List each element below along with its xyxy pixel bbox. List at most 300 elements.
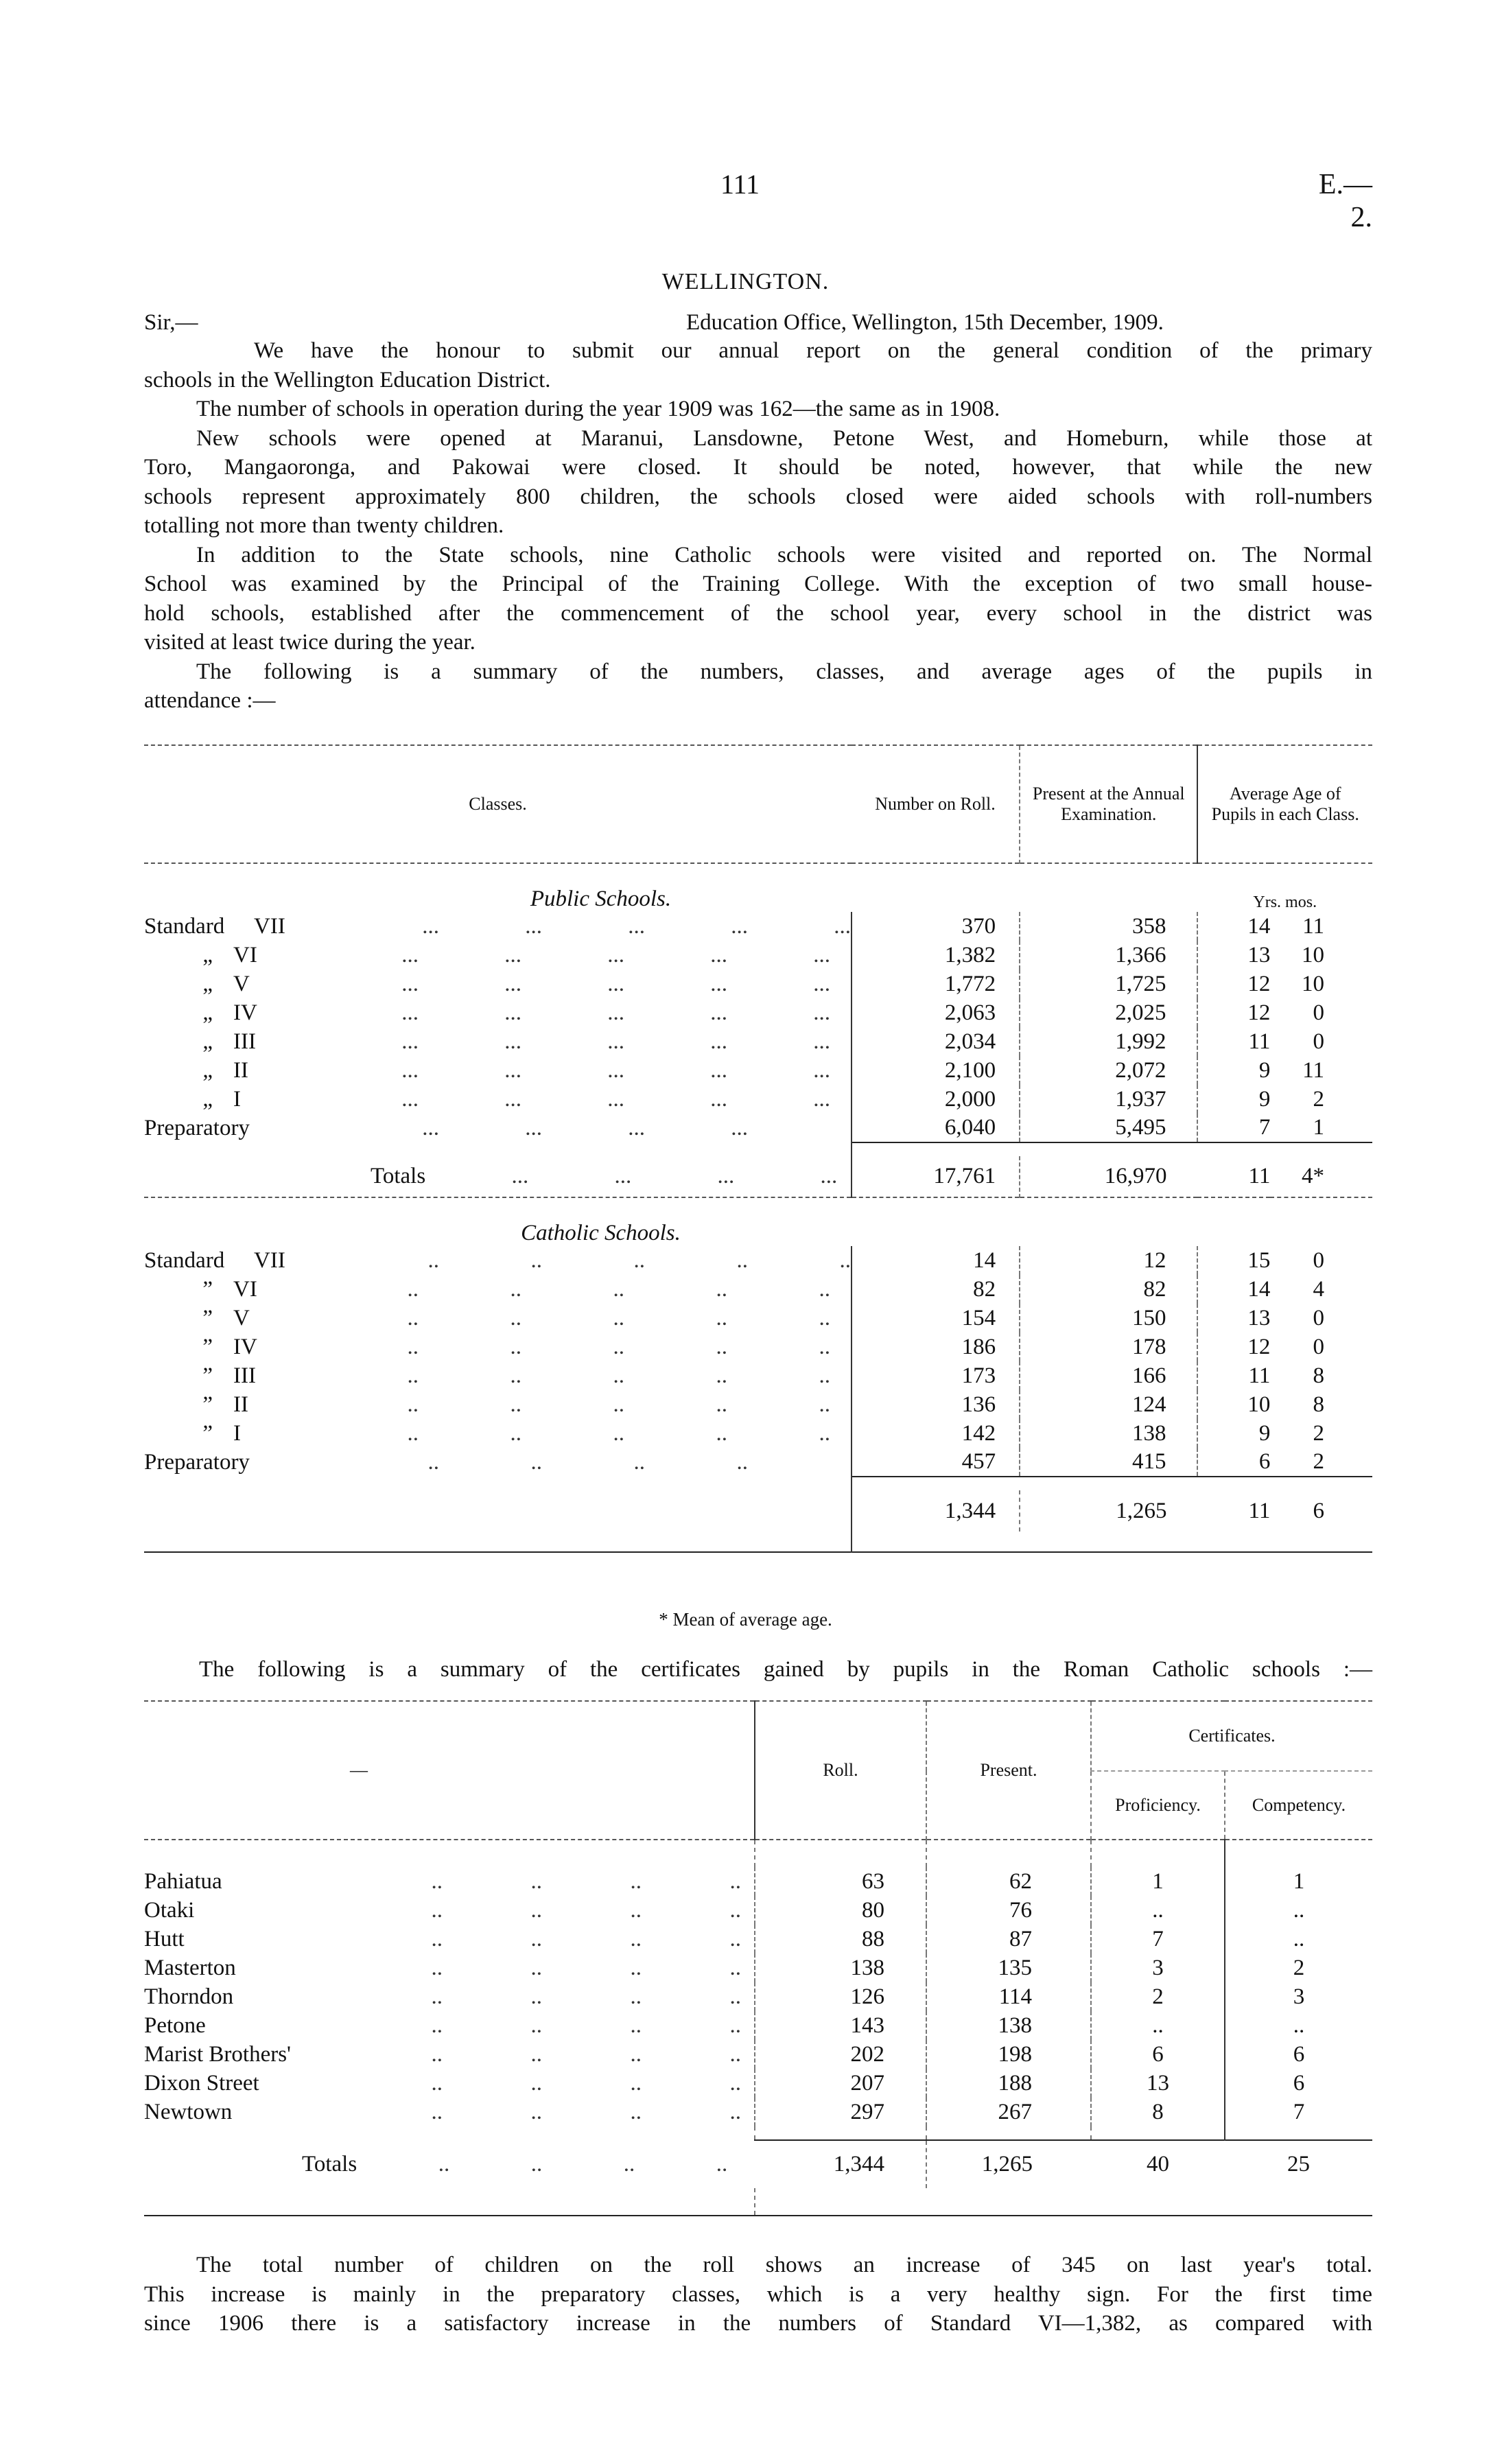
dot-leader: .. bbox=[431, 1868, 443, 1894]
age-months-cell: 8 bbox=[1313, 1392, 1324, 1417]
table-row bbox=[144, 1448, 1372, 1477]
dot-leader: .. bbox=[431, 2013, 443, 2038]
age-years-cell: 12 bbox=[1197, 998, 1270, 1027]
class-numeral: V bbox=[233, 1305, 250, 1330]
dot-leader: .. bbox=[613, 1334, 624, 1359]
dot-leader: .. bbox=[510, 1420, 521, 1446]
age-months-cell: 0 bbox=[1313, 1334, 1324, 1359]
proficiency-cell: 13 bbox=[1091, 2069, 1225, 2098]
dot-leader: ... bbox=[607, 942, 624, 967]
total-proficiency: 40 bbox=[1091, 2140, 1225, 2188]
dot-leader: .. bbox=[431, 1955, 443, 1980]
age-months-cell: 2 bbox=[1313, 1086, 1324, 1112]
closing-paragraph bbox=[144, 2251, 1372, 2338]
text-line: The total number of children on the roll shows an increase of 345 on last year's total. bbox=[196, 2253, 1372, 2277]
dot-leader: .. bbox=[427, 1449, 439, 1475]
table-row bbox=[144, 2040, 1372, 2069]
total-present: 1,265 bbox=[1020, 1490, 1197, 1532]
ditto-mark: ” bbox=[202, 1363, 213, 1388]
table-row bbox=[144, 1114, 1372, 1142]
text-line: In addition to the State schools, nine Catholic schools were visited and reported on. The Normal bbox=[196, 542, 1372, 567]
dot-leader: ... bbox=[628, 913, 645, 939]
roll-cell: 88 bbox=[755, 1925, 926, 1953]
dot-leader: .. bbox=[510, 1305, 521, 1330]
dot-leader: .. bbox=[819, 1363, 830, 1388]
roll-cell: 2,100 bbox=[852, 1056, 1020, 1085]
competency-cell: 6 bbox=[1225, 2069, 1372, 2098]
dot-leader: ... bbox=[422, 1115, 439, 1140]
public-schools-heading-row bbox=[144, 863, 1372, 912]
dot-leader: .. bbox=[407, 1392, 419, 1417]
table-row bbox=[144, 1056, 1372, 1085]
table-row bbox=[144, 2098, 1372, 2126]
dot-leader: .. bbox=[716, 1305, 727, 1330]
dot-leader: .. bbox=[530, 2151, 543, 2176]
table-row bbox=[144, 970, 1372, 998]
dot-leader: .. bbox=[630, 2099, 642, 2124]
dot-leader: .. bbox=[623, 2151, 635, 2176]
dot-leader: ... bbox=[813, 1000, 830, 1025]
dot-leader: ... bbox=[504, 942, 521, 967]
table-bottom-rule bbox=[144, 1552, 1372, 1553]
dot-leader: ... bbox=[525, 913, 542, 939]
roll-cell: 63 bbox=[755, 1867, 926, 1896]
class-numeral: I bbox=[233, 1086, 241, 1112]
dot-leader: ... bbox=[834, 913, 851, 939]
dot-leader: .. bbox=[729, 1955, 741, 1980]
document-code: E.—2. bbox=[1318, 169, 1372, 233]
dot-leader: .. bbox=[819, 1392, 830, 1417]
present-cell: 358 bbox=[1020, 912, 1197, 941]
ditto-mark: „ bbox=[202, 1057, 213, 1083]
dot-leader: ... bbox=[717, 1164, 735, 1188]
dot-leader: .. bbox=[530, 1449, 542, 1475]
dot-leader: ... bbox=[504, 971, 521, 996]
class-prefix: Standard bbox=[144, 913, 225, 939]
roll-cell: 370 bbox=[852, 912, 1020, 941]
header-name: — bbox=[144, 1701, 755, 1840]
class-numeral: VII bbox=[254, 913, 285, 939]
total-age-years: 11 bbox=[1248, 1164, 1271, 1188]
dot-leader: ... bbox=[401, 971, 419, 996]
age-months-cell: 0 bbox=[1313, 1247, 1324, 1273]
header-roll: Number on Roll. bbox=[852, 745, 1020, 863]
present-cell: 87 bbox=[926, 1925, 1091, 1953]
dot-leader: .. bbox=[510, 1334, 521, 1359]
age-months-cell: 11 bbox=[1302, 913, 1324, 939]
dot-leader: .. bbox=[530, 2041, 542, 2067]
dot-leader: .. bbox=[613, 1392, 624, 1417]
total-age-years: 11 bbox=[1248, 1498, 1271, 1523]
present-cell: 124 bbox=[1020, 1390, 1197, 1419]
present-cell: 267 bbox=[926, 2098, 1091, 2126]
table-header-row bbox=[144, 745, 1372, 863]
roll-cell: 143 bbox=[755, 2011, 926, 2040]
table-row bbox=[144, 1982, 1372, 2011]
ditto-mark: „ bbox=[202, 1086, 213, 1112]
dot-leader: .. bbox=[729, 1868, 741, 1894]
table-row bbox=[144, 1419, 1372, 1448]
dot-leader: ... bbox=[710, 1000, 727, 1025]
dot-leader: ... bbox=[607, 1086, 624, 1112]
table-row bbox=[144, 1304, 1372, 1333]
text-line: attendance :— bbox=[144, 688, 276, 713]
total-roll: 1,344 bbox=[755, 2140, 926, 2188]
text-line: schools in the Wellington Education District. bbox=[144, 367, 551, 392]
school-name: Pahiatua bbox=[144, 1868, 222, 1894]
ditto-mark: „ bbox=[202, 1000, 213, 1025]
certificates-table bbox=[144, 1700, 1372, 2216]
dot-leader: .. bbox=[729, 2070, 741, 2096]
present-cell: 135 bbox=[926, 1953, 1091, 1982]
dot-leader: .. bbox=[431, 1984, 443, 2009]
dot-leader: ... bbox=[607, 1029, 624, 1054]
school-name: Marist Brothers' bbox=[144, 2041, 292, 2067]
dot-leader: .. bbox=[729, 2013, 741, 2038]
dot-leader: .. bbox=[736, 1449, 748, 1475]
proficiency-cell: 2 bbox=[1091, 1982, 1225, 2011]
roll-cell: 6,040 bbox=[852, 1114, 1020, 1142]
text-line: schools represent approximately 800 children, the schools closed were aided schools with roll-numbers bbox=[144, 484, 1372, 509]
age-years-cell: 12 bbox=[1197, 1333, 1270, 1361]
header-present: Present at the Annual Examination. bbox=[1020, 745, 1197, 863]
dot-leader: ... bbox=[504, 1057, 521, 1083]
class-numeral: III bbox=[233, 1029, 256, 1054]
class-prefix: Preparatory bbox=[144, 1449, 250, 1475]
totals-row bbox=[144, 2140, 1372, 2188]
catholic-schools-title: Catholic Schools. bbox=[144, 1197, 852, 1246]
header-present: Present. bbox=[926, 1701, 1091, 1840]
dot-leader: .. bbox=[630, 1926, 642, 1951]
present-cell: 138 bbox=[926, 2011, 1091, 2040]
dot-leader: ... bbox=[422, 913, 439, 939]
dot-leader: .. bbox=[819, 1305, 830, 1330]
roll-cell: 138 bbox=[755, 1953, 926, 1982]
roll-cell: 297 bbox=[755, 2098, 926, 2126]
dot-leader: ... bbox=[401, 942, 419, 967]
class-prefix: Standard bbox=[144, 1247, 225, 1273]
age-years-cell: 14 bbox=[1197, 1275, 1270, 1304]
dot-leader: .. bbox=[819, 1276, 830, 1302]
school-name: Otaki bbox=[144, 1897, 195, 1923]
roll-cell: 2,034 bbox=[852, 1027, 1020, 1056]
dot-leader: .. bbox=[729, 1926, 741, 1951]
dot-leader: .. bbox=[530, 1955, 542, 1980]
dot-leader: .. bbox=[630, 1868, 642, 1894]
age-years-cell: 13 bbox=[1197, 941, 1270, 970]
certificates-intro: The following is a summary of the certificates gained by pupils in the Roman Catholic schools :— bbox=[199, 1657, 1372, 1682]
dot-leader: .. bbox=[431, 1897, 443, 1923]
dot-leader: ... bbox=[710, 942, 727, 967]
catholic-schools-heading-row bbox=[144, 1197, 1372, 1246]
proficiency-cell: .. bbox=[1091, 1896, 1225, 1925]
proficiency-cell: 3 bbox=[1091, 1953, 1225, 1982]
text-line: We have the honour to submit our annual report on the general condition of the primary bbox=[254, 338, 1372, 363]
dot-leader: .. bbox=[613, 1363, 624, 1388]
table-row bbox=[144, 1027, 1372, 1056]
dot-leader: ... bbox=[710, 1057, 727, 1083]
dot-leader: ... bbox=[731, 1115, 748, 1140]
dot-leader: .. bbox=[407, 1305, 419, 1330]
totals-row bbox=[144, 1490, 1372, 1532]
age-years-cell: 11 bbox=[1197, 1361, 1270, 1390]
age-years-cell: 10 bbox=[1197, 1390, 1270, 1419]
present-cell: 178 bbox=[1020, 1333, 1197, 1361]
age-years-cell: 12 bbox=[1197, 970, 1270, 998]
dot-leader: ... bbox=[710, 1029, 727, 1054]
text-line: School was examined by the Principal of the Training College. With the exception of two small house- bbox=[144, 572, 1372, 596]
class-numeral: IV bbox=[233, 1334, 257, 1359]
dot-leader: ... bbox=[504, 1086, 521, 1112]
proficiency-cell: 1 bbox=[1091, 1867, 1225, 1896]
dot-leader: ... bbox=[607, 1000, 624, 1025]
competency-cell: .. bbox=[1225, 1896, 1372, 1925]
dot-leader: .. bbox=[510, 1392, 521, 1417]
present-cell: 150 bbox=[1020, 1304, 1197, 1333]
table-row bbox=[144, 1896, 1372, 1925]
table-row bbox=[144, 912, 1372, 941]
dot-leader: ... bbox=[525, 1115, 542, 1140]
dot-leader: .. bbox=[729, 2041, 741, 2067]
class-numeral: VI bbox=[233, 942, 257, 967]
competency-cell: 3 bbox=[1225, 1982, 1372, 2011]
age-years-cell: 11 bbox=[1197, 1027, 1270, 1056]
age-months-cell: 8 bbox=[1313, 1363, 1324, 1388]
roll-cell: 2,000 bbox=[852, 1085, 1020, 1114]
dot-leader: .. bbox=[633, 1247, 645, 1273]
dot-leader: .. bbox=[729, 1897, 741, 1923]
age-years-cell: 15 bbox=[1197, 1246, 1270, 1275]
dot-leader: .. bbox=[407, 1420, 419, 1446]
table-row bbox=[144, 1925, 1372, 1953]
dot-leader: .. bbox=[431, 2070, 443, 2096]
competency-cell: .. bbox=[1225, 1925, 1372, 1953]
dot-leader: .. bbox=[530, 2013, 542, 2038]
age-years-cell: 6 bbox=[1197, 1448, 1270, 1477]
dot-leader: .. bbox=[530, 2070, 542, 2096]
dot-leader: ... bbox=[607, 1057, 624, 1083]
age-months-cell: 10 bbox=[1302, 971, 1324, 996]
class-numeral: II bbox=[233, 1392, 248, 1417]
age-months-cell: 0 bbox=[1313, 1000, 1324, 1025]
ditto-mark: ” bbox=[202, 1392, 213, 1417]
page-number: 111 bbox=[720, 169, 760, 200]
age-months-cell: 4 bbox=[1313, 1276, 1324, 1302]
school-name: Petone bbox=[144, 2013, 206, 2038]
present-cell: 1,725 bbox=[1020, 970, 1197, 998]
attendance-summary-table bbox=[144, 744, 1372, 1553]
dot-leader: ... bbox=[628, 1115, 645, 1140]
salutation: Sir,— bbox=[144, 310, 198, 335]
dot-leader: .. bbox=[630, 2041, 642, 2067]
proficiency-cell: 8 bbox=[1091, 2098, 1225, 2126]
text-line: Toro, Mangaoronga, and Pakowai were closed. It should be noted, however, that while the new bbox=[144, 455, 1372, 480]
dot-leader: .. bbox=[530, 1926, 542, 1951]
dot-leader: .. bbox=[633, 1449, 645, 1475]
competency-cell: 1 bbox=[1225, 1867, 1372, 1896]
present-cell: 76 bbox=[926, 1896, 1091, 1925]
text-line: since 1906 there is a satisfactory increase in the numbers of Standard VI—1,382, as compared with bbox=[144, 2311, 1372, 2336]
roll-cell: 126 bbox=[755, 1982, 926, 2011]
dot-leader: .. bbox=[716, 1334, 727, 1359]
roll-cell: 186 bbox=[852, 1333, 1020, 1361]
public-schools-title: Public Schools. bbox=[144, 863, 852, 912]
class-numeral: IV bbox=[233, 1000, 257, 1025]
table-row bbox=[144, 1246, 1372, 1275]
age-years-cell: 9 bbox=[1197, 1056, 1270, 1085]
total-age-months: 6 bbox=[1313, 1498, 1324, 1523]
ditto-mark: ” bbox=[202, 1276, 213, 1302]
dot-leader: .. bbox=[630, 1984, 642, 2009]
dot-leader: ... bbox=[813, 1086, 830, 1112]
age-months-cell: 0 bbox=[1313, 1029, 1324, 1054]
dot-leader: .. bbox=[716, 1392, 727, 1417]
dot-leader: .. bbox=[510, 1363, 521, 1388]
class-numeral: I bbox=[233, 1420, 241, 1446]
proficiency-cell: 7 bbox=[1091, 1925, 1225, 1953]
class-numeral: V bbox=[233, 971, 250, 996]
proficiency-cell: 6 bbox=[1091, 2040, 1225, 2069]
dot-leader: .. bbox=[431, 1926, 443, 1951]
intro-paragraphs bbox=[144, 336, 1372, 716]
age-months-cell: 11 bbox=[1302, 1057, 1324, 1083]
dot-leader: .. bbox=[729, 2099, 741, 2124]
ditto-mark: ” bbox=[202, 1305, 213, 1330]
proficiency-cell: .. bbox=[1091, 2011, 1225, 2040]
dot-leader: .. bbox=[438, 2151, 450, 2176]
totals-label: Totals bbox=[371, 1164, 426, 1188]
table-row bbox=[144, 2011, 1372, 2040]
roll-cell: 1,382 bbox=[852, 941, 1020, 970]
present-cell: 188 bbox=[926, 2069, 1091, 2098]
text-line: This increase is mainly in the preparatory classes, which is a very healthy sign. For the first time bbox=[144, 2281, 1372, 2307]
dot-leader: ... bbox=[813, 1057, 830, 1083]
header-average-age: Average Age of Pupils in each Class. bbox=[1197, 745, 1372, 863]
dot-leader: ... bbox=[710, 1086, 727, 1112]
dot-leader: .. bbox=[613, 1420, 624, 1446]
dot-leader: .. bbox=[839, 1247, 851, 1273]
dot-leader: .. bbox=[431, 2041, 443, 2067]
text-line: totalling not more than twenty children. bbox=[144, 513, 504, 538]
present-cell: 1,937 bbox=[1020, 1085, 1197, 1114]
present-cell: 5,495 bbox=[1020, 1114, 1197, 1142]
total-competency: 25 bbox=[1225, 2140, 1372, 2188]
competency-cell: 2 bbox=[1225, 1953, 1372, 1982]
ditto-mark: „ bbox=[202, 1029, 213, 1054]
dot-leader: .. bbox=[630, 2013, 642, 2038]
total-roll: 17,761 bbox=[852, 1156, 1020, 1197]
roll-cell: 207 bbox=[755, 2069, 926, 2098]
dot-leader: .. bbox=[407, 1334, 419, 1359]
dot-leader: .. bbox=[530, 1897, 542, 1923]
age-years-cell: 9 bbox=[1197, 1419, 1270, 1448]
present-cell: 82 bbox=[1020, 1275, 1197, 1304]
totals-row bbox=[144, 1156, 1372, 1197]
present-cell: 2,025 bbox=[1020, 998, 1197, 1027]
table-row bbox=[144, 1275, 1372, 1304]
dot-leader: .. bbox=[530, 1984, 542, 2009]
header-proficiency: Proficiency. bbox=[1091, 1771, 1225, 1840]
class-numeral: III bbox=[233, 1363, 256, 1388]
dot-leader: .. bbox=[736, 1247, 748, 1273]
dot-leader: ... bbox=[710, 971, 727, 996]
competency-cell: .. bbox=[1225, 2011, 1372, 2040]
table-row bbox=[144, 1333, 1372, 1361]
ditto-mark: ” bbox=[202, 1420, 213, 1446]
dot-leader: .. bbox=[530, 1247, 542, 1273]
age-years-cell: 7 bbox=[1197, 1114, 1270, 1142]
school-name: Masterton bbox=[144, 1955, 236, 1980]
dot-leader: .. bbox=[819, 1420, 830, 1446]
age-months-cell: 10 bbox=[1302, 942, 1324, 967]
table-row bbox=[144, 998, 1372, 1027]
present-cell: 198 bbox=[926, 2040, 1091, 2069]
text-line: hold schools, established after the commencement of the school year, every school in the district was bbox=[144, 600, 1372, 626]
class-prefix: Preparatory bbox=[144, 1115, 250, 1140]
total-present: 16,970 bbox=[1020, 1156, 1197, 1197]
roll-cell: 154 bbox=[852, 1304, 1020, 1333]
age-years-cell: 14 bbox=[1197, 912, 1270, 941]
footnote: * Mean of average age. bbox=[659, 1609, 832, 1630]
table-row bbox=[144, 1390, 1372, 1419]
age-months-cell: 0 bbox=[1313, 1305, 1324, 1330]
dot-leader: .. bbox=[407, 1276, 419, 1302]
roll-cell: 136 bbox=[852, 1390, 1020, 1419]
dot-leader: .. bbox=[716, 2151, 728, 2176]
age-months-cell: 2 bbox=[1313, 1449, 1324, 1474]
text-line: visited at least twice during the year. bbox=[144, 630, 476, 655]
dot-leader: .. bbox=[431, 2099, 443, 2124]
header-roll: Roll. bbox=[755, 1701, 926, 1840]
class-numeral: VII bbox=[254, 1247, 285, 1273]
totals-label: Totals bbox=[302, 2151, 357, 2176]
dot-leader: .. bbox=[819, 1334, 830, 1359]
class-numeral: VI bbox=[233, 1276, 257, 1302]
dot-leader: .. bbox=[613, 1276, 624, 1302]
dot-leader: .. bbox=[427, 1247, 439, 1273]
dot-leader: ... bbox=[614, 1164, 632, 1188]
age-units: Yrs. mos. bbox=[1197, 863, 1372, 912]
roll-cell: 1,772 bbox=[852, 970, 1020, 998]
table-row bbox=[144, 2069, 1372, 2098]
roll-cell: 14 bbox=[852, 1246, 1020, 1275]
dateline: Education Office, Wellington, 15th December, 1909. bbox=[686, 310, 1164, 335]
roll-cell: 2,063 bbox=[852, 998, 1020, 1027]
total-age-months: 4* bbox=[1302, 1164, 1324, 1188]
dot-leader: .. bbox=[510, 1276, 521, 1302]
dot-leader: ... bbox=[511, 1164, 529, 1188]
dot-leader: .. bbox=[630, 1897, 642, 1923]
total-roll: 1,344 bbox=[852, 1490, 1020, 1532]
dot-leader: ... bbox=[813, 942, 830, 967]
page-title: WELLINGTON. bbox=[661, 269, 830, 294]
roll-cell: 142 bbox=[852, 1419, 1020, 1448]
age-months-cell: 2 bbox=[1313, 1420, 1324, 1446]
dot-leader: .. bbox=[716, 1276, 727, 1302]
dot-leader: ... bbox=[607, 971, 624, 996]
dot-leader: .. bbox=[716, 1420, 727, 1446]
roll-cell: 82 bbox=[852, 1275, 1020, 1304]
header-classes: Classes. bbox=[144, 745, 852, 863]
ditto-mark: „ bbox=[202, 942, 213, 967]
present-cell: 166 bbox=[1020, 1361, 1197, 1390]
dot-leader: ... bbox=[401, 1057, 419, 1083]
present-cell: 138 bbox=[1020, 1419, 1197, 1448]
roll-cell: 202 bbox=[755, 2040, 926, 2069]
dot-leader: .. bbox=[729, 1984, 741, 2009]
dot-leader: .. bbox=[530, 1868, 542, 1894]
dot-leader: ... bbox=[731, 913, 748, 939]
